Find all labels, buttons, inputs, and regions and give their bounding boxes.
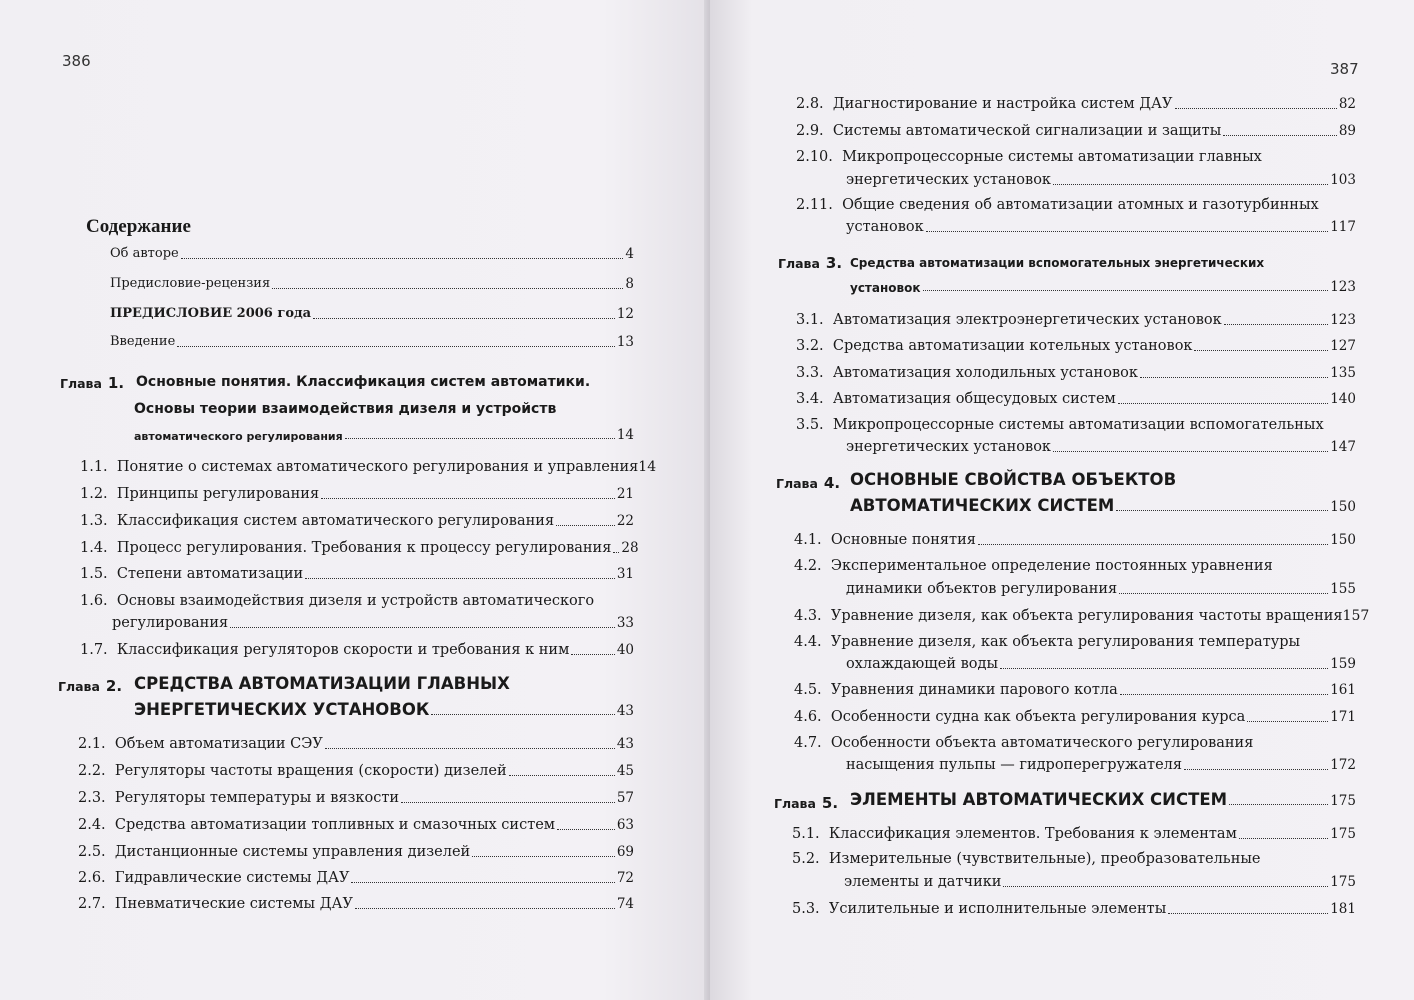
toc-entry[interactable]: 2.7. Пневматические системы ДАУ 74	[78, 896, 634, 912]
toc-entry[interactable]: Об авторе 4	[110, 246, 634, 262]
chapter-title[interactable]: ОСНОВНЫЕ СВОЙСТВА ОБЪЕКТОВ	[850, 470, 1177, 489]
toc-entry[interactable]: 2.6. Гидравлические системы ДАУ 72	[78, 870, 634, 886]
chapter-title[interactable]: Основы теории взаимодействия дизеля и устройств	[134, 401, 557, 417]
chapter-title[interactable]: Основные понятия. Классификация систем автоматики.	[136, 374, 591, 390]
toc-entry[interactable]: 1.2. Принципы регулирования 21	[80, 486, 634, 502]
chapter-label: Глава 4.	[776, 474, 841, 492]
chapter-entry[interactable]: ЭНЕРГЕТИЧЕСКИХ УСТАНОВОК 43	[134, 700, 634, 719]
toc-entry-line[interactable]: 1.6. Основы взаимодействия дизеля и устройств автоматического	[80, 593, 595, 609]
toc-entry[interactable]: 2.4. Средства автоматизации топливных и смазочных систем 63	[78, 817, 634, 833]
toc-entry[interactable]: 3.1. Автоматизация электроэнергетических установок 123	[796, 312, 1356, 328]
toc-entry[interactable]: Введение 13	[110, 334, 634, 350]
toc-entry[interactable]: 4.1. Основные понятия 150	[794, 532, 1356, 548]
page-number-left: 386	[62, 52, 91, 70]
toc-entry[interactable]: установок 117	[846, 219, 1356, 235]
toc-heading: Содержание	[86, 216, 191, 237]
toc-entry-line[interactable]: 4.4. Уравнение дизеля, как объекта регулирования температуры	[794, 634, 1301, 650]
toc-entry[interactable]: 4.5. Уравнения динамики парового котла 161	[794, 682, 1356, 698]
toc-entry[interactable]: 4.6. Особенности судна как объекта регулирования курса 171	[794, 709, 1356, 725]
toc-entry[interactable]: энергетических установок 103	[846, 172, 1356, 188]
toc-entry-line[interactable]: 2.11. Общие сведения об автоматизации атомных и газотурбинных	[796, 197, 1319, 213]
toc-entry[interactable]: 2.9. Системы автоматической сигнализации и защиты 89	[796, 123, 1356, 139]
toc-entry-line[interactable]: 3.5. Микропроцессорные системы автоматизации вспомогательных	[796, 417, 1324, 433]
chapter-label: Глава 5.	[774, 794, 839, 812]
toc-entry-line[interactable]: 4.2. Экспериментальное определение постоянных уравнения	[794, 558, 1273, 574]
toc-entry[interactable]: 2.2. Регуляторы частоты вращения (скорости) дизелей 45	[78, 763, 634, 779]
toc-entry[interactable]: 1.3. Классификация систем автоматического регулирования 22	[80, 513, 634, 529]
toc-entry[interactable]: 2.3. Регуляторы температуры и вязкости 57	[78, 790, 634, 806]
chapter-label: Глава 3.	[778, 254, 843, 272]
toc-entry[interactable]: 4.3. Уравнение дизеля, как объекта регулирования частоты вращения 157	[794, 608, 1370, 624]
toc-entry[interactable]: 1.5. Степени автоматизации 31	[80, 566, 634, 582]
chapter-label: Глава 2.	[58, 677, 123, 695]
toc-entry-line[interactable]: 5.2. Измерительные (чувствительные), преобразовательные	[792, 851, 1261, 867]
toc-entry[interactable]: 5.1. Классификация элементов. Требования к элементам 175	[792, 826, 1356, 842]
toc-entry[interactable]: 1.4. Процесс регулирования. Требования к процессу регулирования 28	[80, 540, 639, 556]
toc-entry[interactable]: энергетических установок 147	[846, 439, 1356, 455]
toc-entry[interactable]: 2.1. Объем автоматизации СЭУ 43	[78, 736, 634, 752]
toc-entry-line[interactable]: 2.10. Микропроцессорные системы автоматизации главных	[796, 149, 1262, 165]
right-page	[710, 0, 1414, 1000]
toc-entry[interactable]: 1.7. Классификация регуляторов скорости и требования к ним 40	[80, 642, 634, 658]
toc-entry[interactable]: 3.3. Автоматизация холодильных установок 135	[796, 365, 1356, 381]
toc-entry[interactable]: 3.2. Средства автоматизации котельных установок 127	[796, 338, 1356, 354]
toc-entry[interactable]: динамики объектов регулирования 155	[846, 581, 1356, 597]
toc-entry[interactable]: 2.5. Дистанционные системы управления дизелей 69	[78, 844, 634, 860]
page-number-right: 387	[1330, 60, 1359, 78]
toc-entry[interactable]: регулирования 33	[112, 615, 634, 631]
toc-entry[interactable]: охлаждающей воды 159	[846, 656, 1356, 672]
chapter-title[interactable]: Средства автоматизации вспомогательных энергетических	[850, 256, 1265, 270]
toc-entry[interactable]: 3.4. Автоматизация общесудовых систем 140	[796, 391, 1356, 407]
toc-entry-line[interactable]: 4.7. Особенности объекта автоматического регулирования	[794, 735, 1254, 751]
toc-entry[interactable]: 2.8. Диагностирование и настройка систем ДАУ 82	[796, 96, 1356, 112]
toc-entry[interactable]: ПРЕДИСЛОВИЕ 2006 года 12	[110, 306, 634, 322]
toc-entry[interactable]: 5.3. Усилительные и исполнительные элементы 181	[792, 901, 1356, 917]
chapter-title[interactable]: СРЕДСТВА АВТОМАТИЗАЦИИ ГЛАВНЫХ	[134, 674, 510, 693]
toc-entry[interactable]: 1.1. Понятие о системах автоматического регулирования и управления 14	[80, 459, 657, 475]
toc-entry[interactable]: элементы и датчики 175	[844, 874, 1356, 890]
chapter-entry[interactable]: установок 123	[850, 279, 1356, 295]
toc-entry[interactable]: Предисловие-рецензия 8	[110, 276, 634, 292]
chapter-label: Глава 1.	[60, 374, 125, 392]
chapter-entry[interactable]: ЭЛЕМЕНТЫ АВТОМАТИЧЕСКИХ СИСТЕМ 175	[850, 790, 1356, 809]
chapter-entry[interactable]: АВТОМАТИЧЕСКИХ СИСТЕМ 150	[850, 496, 1356, 515]
chapter-entry[interactable]: автоматического регулирования 14	[134, 427, 634, 443]
toc-entry[interactable]: насыщения пульпы — гидроперегружателя 172	[846, 757, 1356, 773]
